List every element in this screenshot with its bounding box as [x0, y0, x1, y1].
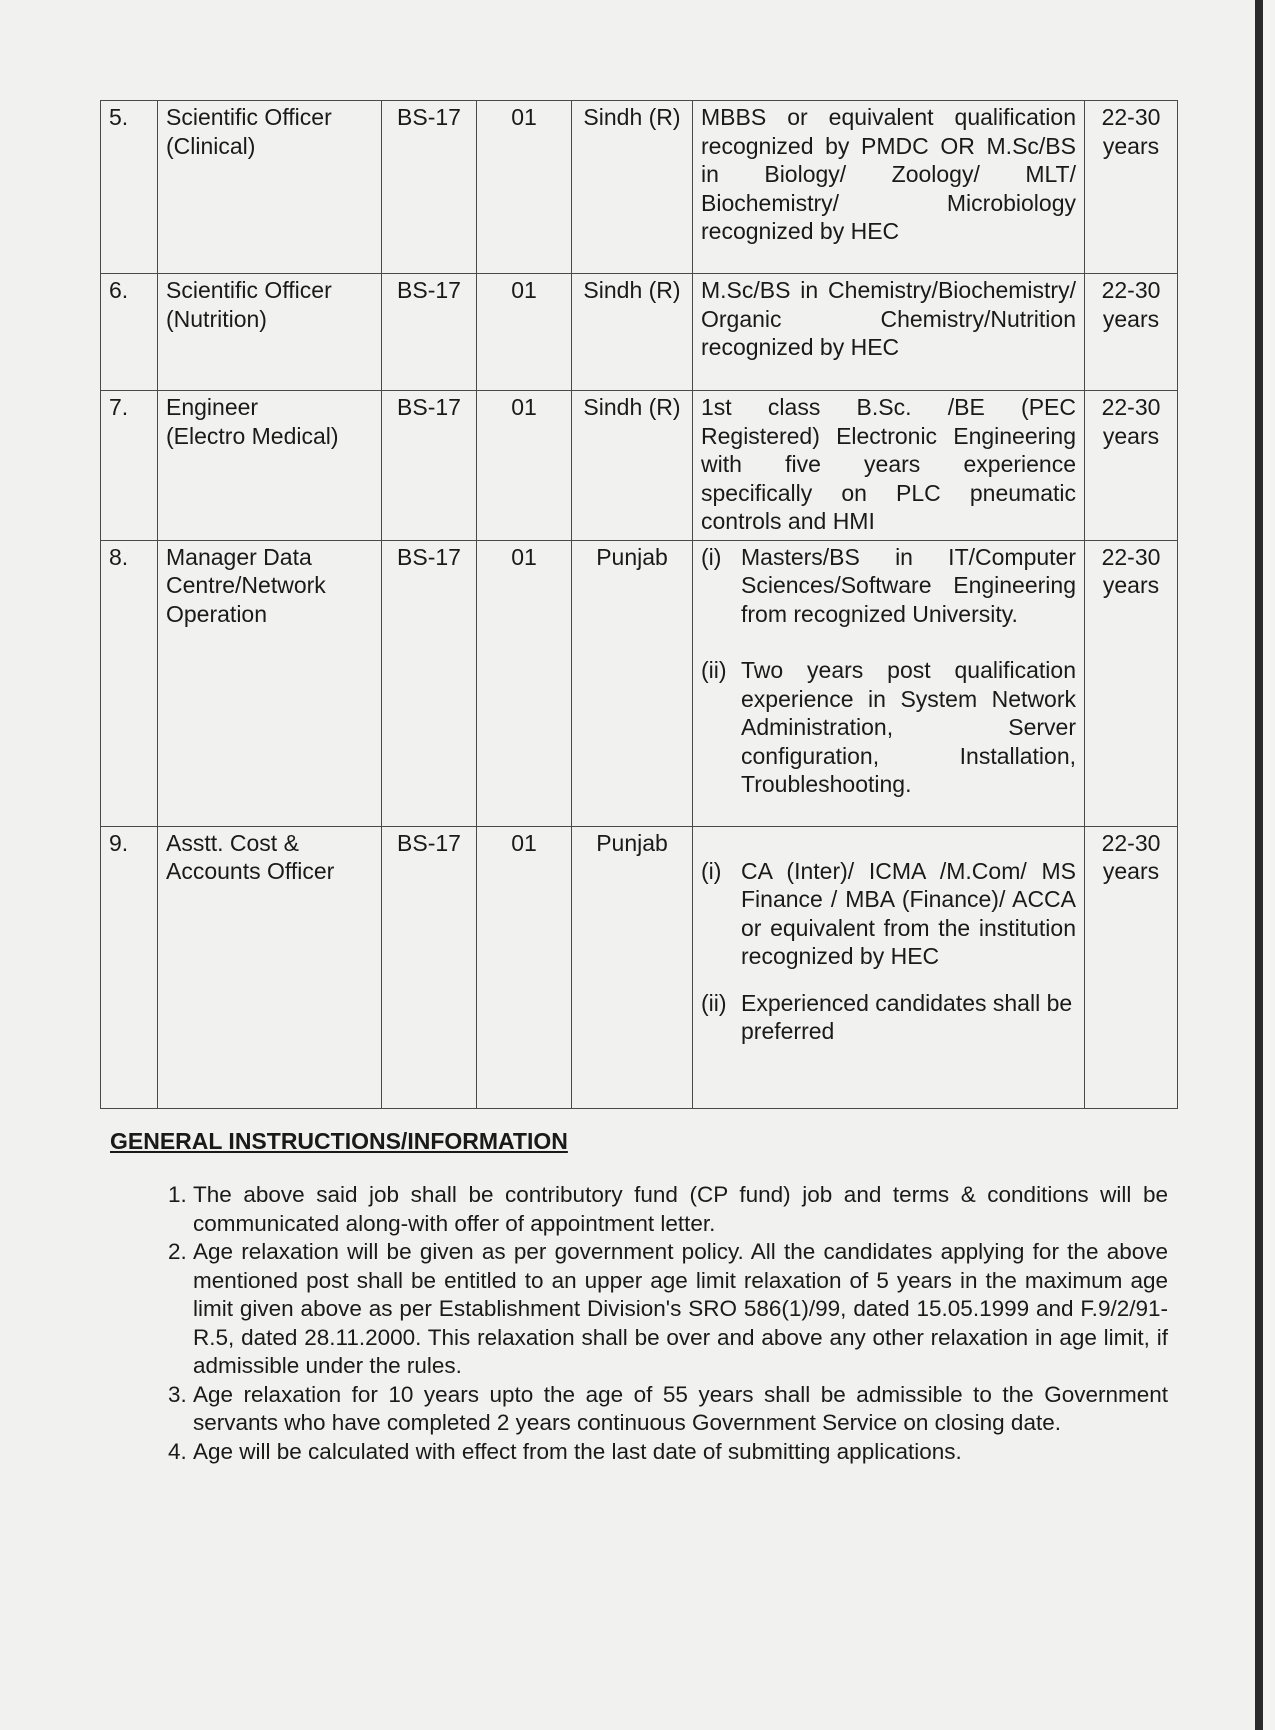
- serial-number: 9.: [101, 826, 158, 1108]
- post-title: Scientific Officer (Nutrition): [158, 274, 382, 391]
- pay-scale: BS-17: [382, 391, 477, 541]
- table-row: [101, 540, 1178, 826]
- item-number: (i): [701, 543, 722, 570]
- list-item: 2. Age relaxation will be given as per government policy. All the candidates applying for the above mentioned post shall be entitled to an upper age limit relaxation of 5 years in the maximum age limit given above as per Establishment Division's SRO 586(1)/99, dated 15.05.1999 and F.9/2/91-R.5, dated 28.11.2000. This relaxation shall be over and above any other relaxation in age limit, if admissible under the rules.: [193, 1238, 1168, 1381]
- post-title: Manager Data Centre/Network Operation: [158, 540, 382, 826]
- item-number: (ii): [701, 657, 727, 683]
- post-count: 01: [477, 391, 572, 541]
- item-text: CA (Inter)/ ICMA /M.Com/ MS Finance / MBA (Finance)/ ACCA or equivalent from the institution recognized by HEC: [741, 857, 1076, 969]
- age-limit: 22-30 years: [1085, 101, 1178, 274]
- domicile: Sindh (R): [572, 274, 693, 391]
- pay-scale: BS-17: [382, 274, 477, 391]
- item-number: (ii): [701, 989, 727, 1016]
- table-row: [101, 391, 1178, 541]
- job-table: [100, 100, 1178, 1109]
- serial-number: 5.: [101, 101, 158, 274]
- qualification: M.Sc/BS in Chemistry/Biochemistry/ Organic Chemistry/Nutrition recognized by HEC: [693, 274, 1085, 391]
- qualification-item: [701, 857, 1076, 971]
- item-text: Two years post qualification experience in System Network Administration, Server configuration, Installation, Troubleshooting.: [741, 657, 1076, 797]
- item-text: Experienced candidates shall be preferred: [741, 989, 1073, 1044]
- qualification: 1st class B.Sc. /BE (PEC Registered) Electronic Engineering with five years experience specifically on PLC pneumatic controls and HMI: [693, 391, 1085, 541]
- age-limit: 22-30 years: [1085, 274, 1178, 391]
- domicile: Punjab: [572, 540, 693, 826]
- list-item: 3. Age relaxation for 10 years upto the age of 55 years shall be admissible to the Government servants who have completed 2 years continuous Government Service on closing date.: [193, 1381, 1168, 1438]
- table-row: [101, 826, 1178, 1108]
- domicile: Sindh (R): [572, 101, 693, 274]
- qualification: MBBS or equivalent qualification recognized by PMDC OR M.Sc/BS in Biology/ Zoology/ MLT/ Biochemistry/ Microbiology recognized by HEC: [693, 101, 1085, 274]
- age-limit: 22-30 years: [1085, 391, 1178, 541]
- age-limit: 22-30 years: [1085, 826, 1178, 1108]
- item-text: Masters/BS in IT/Computer Sciences/Software Engineering from recognized University.: [741, 543, 1076, 627]
- domicile: Sindh (R): [572, 391, 693, 541]
- instructions-list: [155, 1181, 1168, 1466]
- domicile: Punjab: [572, 826, 693, 1108]
- post-count: 01: [477, 274, 572, 391]
- post-title: Asstt. Cost & Accounts Officer: [158, 826, 382, 1108]
- pay-scale: BS-17: [382, 540, 477, 826]
- pay-scale: BS-17: [382, 101, 477, 274]
- table-row: [101, 101, 1178, 274]
- pay-scale: BS-17: [382, 826, 477, 1108]
- qualification: [693, 826, 1085, 1108]
- item-number: (i): [701, 857, 722, 884]
- table-row: [101, 274, 1178, 391]
- post-count: 01: [477, 826, 572, 1108]
- instructions-heading: GENERAL INSTRUCTIONS/INFORMATION: [110, 1128, 568, 1154]
- serial-number: 6.: [101, 274, 158, 391]
- serial-number: 7.: [101, 391, 158, 541]
- post-count: 01: [477, 540, 572, 826]
- qualification-item: [701, 543, 1076, 629]
- list-item: 1. The above said job shall be contributory fund (CP fund) job and terms & conditions will be communicated along-with offer of appointment letter.: [193, 1181, 1168, 1238]
- post-title: Scientific Officer (Clinical): [158, 101, 382, 274]
- qualification-item: [701, 656, 1076, 799]
- qualification-item: [701, 989, 1076, 1046]
- qualification: [693, 540, 1085, 826]
- serial-number: 8.: [101, 540, 158, 826]
- age-limit: 22-30 years: [1085, 540, 1178, 826]
- post-count: 01: [477, 101, 572, 274]
- post-title: Engineer (Electro Medical): [158, 391, 382, 541]
- list-item: 4. Age will be calculated with effect from the last date of submitting applications.: [193, 1438, 1168, 1467]
